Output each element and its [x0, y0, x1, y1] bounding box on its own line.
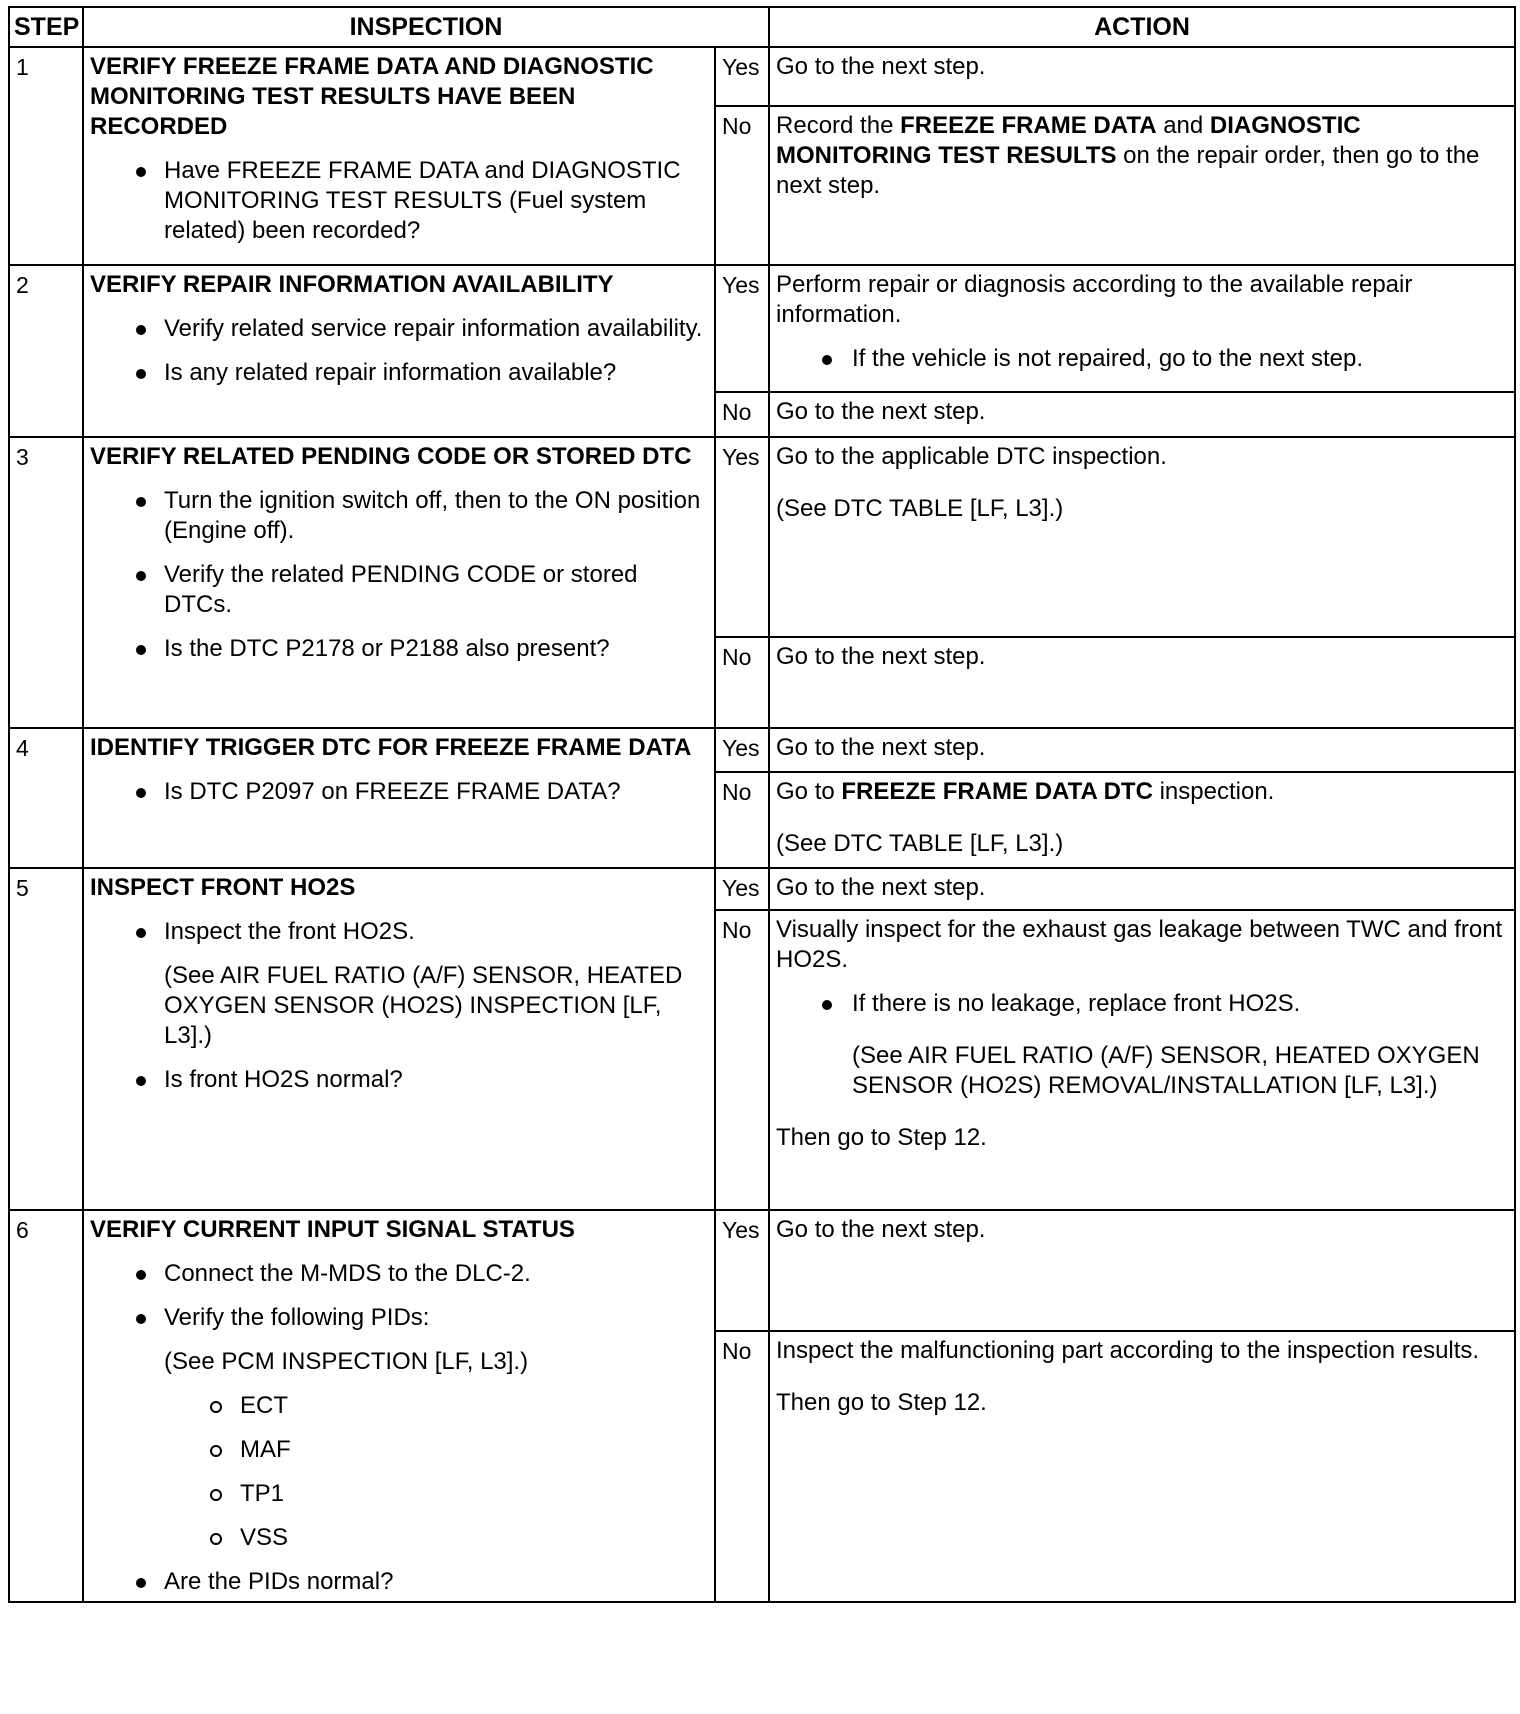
- no-action: Go to the next step.: [769, 392, 1515, 437]
- inspection-cell: [83, 868, 715, 1210]
- header-action: ACTION: [769, 7, 1515, 47]
- no-action: Visually inspect for the exhaust gas leakage between TWC and front HO2S. If there is no leakage, replace front HO2S. (See AIR FUEL RATIO (A/F) SENSOR, HEATED OXYGEN SENSOR (HO2S) REMOVAL/INSTALLATION [LF, L3].) Then go to Step 12.: [769, 910, 1515, 1210]
- header-row: [9, 7, 1515, 47]
- inspection-bullet: Are the PIDs normal?: [90, 1567, 708, 1597]
- inspection-bullet: Verify related service repair information availability.: [90, 314, 708, 344]
- yes-action: Go to the next step.: [769, 1210, 1515, 1331]
- step-number: 2: [9, 265, 83, 437]
- yes-action: Go to the applicable DTC inspection. (See DTC TABLE [LF, L3].): [769, 437, 1515, 637]
- reference-text: (See DTC TABLE [LF, L3].): [776, 495, 1064, 522]
- no-label: No: [715, 910, 769, 1210]
- diagnostic-procedure-table: [8, 6, 1516, 1603]
- step-row: [9, 437, 1515, 637]
- no-action: Go to the next step.: [769, 637, 1515, 728]
- reference-text: (See AIR FUEL RATIO (A/F) SENSOR, HEATED OXYGEN SENSOR (HO2S) REMOVAL/INSTALLATION [LF, L3].): [852, 1042, 1480, 1099]
- step-number: 3: [9, 437, 83, 728]
- step-number: 5: [9, 868, 83, 1210]
- yes-action: Perform repair or diagnosis according to the available repair information. If the vehicle is not repaired, go to the next step.: [769, 265, 1515, 392]
- step-title: VERIFY RELATED PENDING CODE OR STORED DTC: [90, 443, 692, 470]
- inspection-bullet: Is any related repair information available?: [90, 358, 708, 388]
- inspection-bullet: Is the DTC P2178 or P2188 also present?: [90, 634, 708, 664]
- yes-label: Yes: [715, 265, 769, 392]
- no-label: No: [715, 392, 769, 437]
- step-row: [9, 265, 1515, 392]
- no-action: Go to FREEZE FRAME DATA DTC inspection. (See DTC TABLE [LF, L3].): [769, 772, 1515, 868]
- yes-action: Go to the next step.: [769, 868, 1515, 910]
- inspection-bullet: Have FREEZE FRAME DATA and DIAGNOSTIC MONITORING TEST RESULTS (Fuel system related) been recorded?: [90, 156, 708, 246]
- yes-label: Yes: [715, 1210, 769, 1331]
- yes-label: Yes: [715, 728, 769, 772]
- inspection-bullet: Connect the M-MDS to the DLC-2.: [90, 1259, 708, 1289]
- action-bullet: If the vehicle is not repaired, go to the next step.: [776, 344, 1508, 374]
- pid-item: ECT: [90, 1391, 708, 1421]
- pid-item: VSS: [90, 1523, 708, 1553]
- inspection-cell: [83, 728, 715, 868]
- inspection-bullet: Is DTC P2097 on FREEZE FRAME DATA?: [90, 777, 708, 807]
- reference-text: (See PCM INSPECTION [LF, L3].): [164, 1348, 529, 1375]
- then-text: Then go to Step 12.: [776, 1389, 987, 1416]
- header-step: STEP: [9, 7, 83, 47]
- inspection-cell: [83, 437, 715, 728]
- yes-label: Yes: [715, 47, 769, 106]
- no-label: No: [715, 637, 769, 728]
- step-row: [9, 868, 1515, 910]
- step-title: IDENTIFY TRIGGER DTC FOR FREEZE FRAME DATA: [90, 734, 692, 761]
- yes-action: Go to the next step.: [769, 47, 1515, 106]
- inspection-bullet: Verify the related PENDING CODE or stored DTCs.: [90, 560, 708, 620]
- yes-label: Yes: [715, 437, 769, 637]
- step-row: [9, 47, 1515, 106]
- inspection-cell: [83, 1210, 715, 1602]
- no-label: No: [715, 1331, 769, 1602]
- step-number: 4: [9, 728, 83, 868]
- procedure-page: [8, 6, 1516, 1603]
- reference-text: (See AIR FUEL RATIO (A/F) SENSOR, HEATED OXYGEN SENSOR (HO2S) INSPECTION [LF, L3].): [164, 962, 683, 1049]
- reference-text: (See DTC TABLE [LF, L3].): [776, 830, 1064, 857]
- inspection-cell: [83, 265, 715, 437]
- no-label: No: [715, 106, 769, 265]
- no-action: Record the FREEZE FRAME DATA and DIAGNOSTIC MONITORING TEST RESULTS on the repair order, then go to the next step.: [769, 106, 1515, 265]
- step-title: INSPECT FRONT HO2S: [90, 874, 356, 901]
- step-number: 1: [9, 47, 83, 265]
- no-action: Inspect the malfunctioning part according to the inspection results. Then go to Step 12.: [769, 1331, 1515, 1602]
- action-bullet: If there is no leakage, replace front HO2S.: [776, 989, 1508, 1019]
- yes-action: Go to the next step.: [769, 728, 1515, 772]
- inspection-cell: [83, 47, 715, 265]
- pid-item: TP1: [90, 1479, 708, 1509]
- no-label: No: [715, 772, 769, 868]
- inspection-bullet: Verify the following PIDs:: [90, 1303, 708, 1333]
- step-number: 6: [9, 1210, 83, 1602]
- pid-item: MAF: [90, 1435, 708, 1465]
- inspection-bullet: Inspect the front HO2S.: [90, 917, 708, 947]
- step-title: VERIFY REPAIR INFORMATION AVAILABILITY: [90, 271, 614, 298]
- inspection-bullet: Turn the ignition switch off, then to the ON position (Engine off).: [90, 486, 708, 546]
- step-title: VERIFY FREEZE FRAME DATA AND DIAGNOSTIC MONITORING TEST RESULTS HAVE BEEN RECORDED: [90, 53, 654, 140]
- then-text: Then go to Step 12.: [776, 1124, 987, 1151]
- inspection-bullet: Is front HO2S normal?: [90, 1065, 708, 1095]
- header-inspection: INSPECTION: [83, 7, 769, 47]
- step-title: VERIFY CURRENT INPUT SIGNAL STATUS: [90, 1216, 575, 1243]
- yes-label: Yes: [715, 868, 769, 910]
- step-row: [9, 1210, 1515, 1331]
- step-row: [9, 728, 1515, 772]
